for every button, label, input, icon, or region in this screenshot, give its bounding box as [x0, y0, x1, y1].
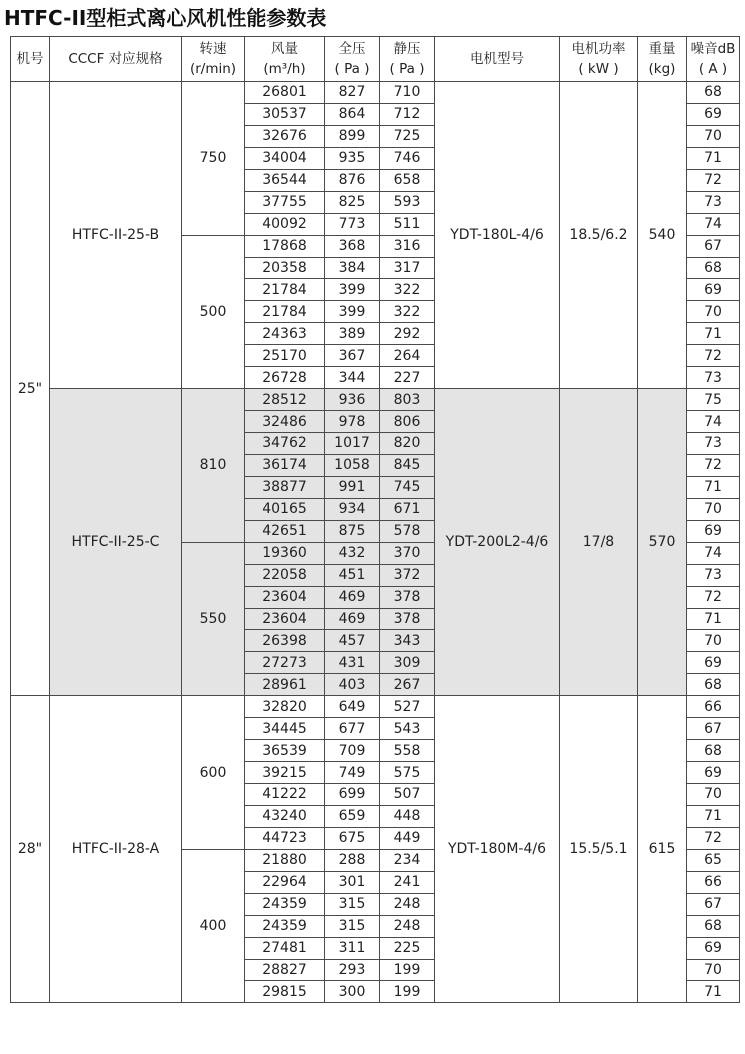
total-pressure-cell: 936 [325, 389, 380, 411]
airflow-cell: 32820 [245, 696, 325, 718]
static-pressure-cell: 227 [380, 367, 435, 389]
noise-cell: 66 [687, 871, 740, 893]
total-pressure-cell: 1017 [325, 433, 380, 455]
airflow-cell: 26398 [245, 630, 325, 652]
header-speed [182, 37, 245, 82]
static-pressure-cell: 241 [380, 871, 435, 893]
airflow-cell: 36539 [245, 740, 325, 762]
total-pressure-cell: 315 [325, 915, 380, 937]
static-pressure-cell: 264 [380, 345, 435, 367]
static-pressure-cell: 378 [380, 586, 435, 608]
noise-cell: 68 [687, 674, 740, 696]
total-pressure-cell: 875 [325, 520, 380, 542]
speed-cell: 600 [182, 696, 245, 850]
total-pressure-cell: 827 [325, 82, 380, 104]
total-pressure-cell: 469 [325, 608, 380, 630]
header-noise-label: 噪音dB [690, 41, 736, 57]
spec-cell: HTFC-II-28-A [50, 696, 182, 1003]
noise-cell: 73 [687, 564, 740, 586]
header-total-pressure-unit: ( Pa ) [334, 61, 370, 77]
static-pressure-cell: 449 [380, 827, 435, 849]
airflow-cell: 28961 [245, 674, 325, 696]
total-pressure-cell: 677 [325, 718, 380, 740]
noise-cell: 70 [687, 498, 740, 520]
airflow-cell: 22058 [245, 564, 325, 586]
noise-cell: 74 [687, 411, 740, 433]
header-static-pressure [380, 37, 435, 82]
motor-power-cell: 15.5/5.1 [560, 696, 638, 1003]
speed-cell: 500 [182, 235, 245, 389]
total-pressure-cell: 301 [325, 871, 380, 893]
airflow-cell: 41222 [245, 784, 325, 806]
total-pressure-cell: 675 [325, 827, 380, 849]
total-pressure-cell: 431 [325, 652, 380, 674]
header-noise [687, 37, 740, 82]
airflow-cell: 17868 [245, 235, 325, 257]
noise-cell: 72 [687, 827, 740, 849]
header-row [11, 37, 740, 82]
airflow-cell: 21784 [245, 301, 325, 323]
static-pressure-cell: 199 [380, 959, 435, 981]
airflow-cell: 28827 [245, 959, 325, 981]
noise-cell: 73 [687, 191, 740, 213]
noise-cell: 71 [687, 805, 740, 827]
noise-cell: 70 [687, 125, 740, 147]
header-airflow-unit: (m³/h) [263, 61, 306, 77]
airflow-cell: 40165 [245, 498, 325, 520]
airflow-cell: 27273 [245, 652, 325, 674]
airflow-cell: 24359 [245, 893, 325, 915]
static-pressure-cell: 343 [380, 630, 435, 652]
static-pressure-cell: 317 [380, 257, 435, 279]
motor-model-cell: YDT-180M-4/6 [435, 696, 560, 1003]
noise-cell: 69 [687, 762, 740, 784]
speed-cell: 400 [182, 849, 245, 1003]
table-row [11, 696, 740, 718]
noise-cell: 70 [687, 301, 740, 323]
total-pressure-cell: 1058 [325, 454, 380, 476]
airflow-cell: 28512 [245, 389, 325, 411]
static-pressure-cell: 593 [380, 191, 435, 213]
static-pressure-cell: 820 [380, 433, 435, 455]
airflow-cell: 26728 [245, 367, 325, 389]
airflow-cell: 29815 [245, 981, 325, 1003]
header-spec: CCCF 对应规格 [50, 37, 182, 82]
airflow-cell: 39215 [245, 762, 325, 784]
header-motor-power [560, 37, 638, 82]
airflow-cell: 36174 [245, 454, 325, 476]
header-total-pressure [325, 37, 380, 82]
table-row [11, 389, 740, 411]
total-pressure-cell: 288 [325, 849, 380, 871]
total-pressure-cell: 978 [325, 411, 380, 433]
airflow-cell: 32676 [245, 125, 325, 147]
header-total-pressure-label: 全压 [338, 41, 366, 57]
total-pressure-cell: 659 [325, 805, 380, 827]
total-pressure-cell: 773 [325, 213, 380, 235]
airflow-cell: 36544 [245, 169, 325, 191]
header-weight-label: 重量 [648, 41, 676, 57]
noise-cell: 70 [687, 784, 740, 806]
total-pressure-cell: 315 [325, 893, 380, 915]
noise-cell: 70 [687, 959, 740, 981]
airflow-cell: 42651 [245, 520, 325, 542]
machine-cell: 28" [11, 696, 50, 1003]
airflow-cell: 27481 [245, 937, 325, 959]
static-pressure-cell: 806 [380, 411, 435, 433]
static-pressure-cell: 225 [380, 937, 435, 959]
motor-power-cell: 18.5/6.2 [560, 82, 638, 389]
static-pressure-cell: 746 [380, 147, 435, 169]
motor-power-cell: 17/8 [560, 389, 638, 696]
total-pressure-cell: 344 [325, 367, 380, 389]
static-pressure-cell: 671 [380, 498, 435, 520]
total-pressure-cell: 935 [325, 147, 380, 169]
airflow-cell: 24359 [245, 915, 325, 937]
noise-cell: 68 [687, 915, 740, 937]
airflow-cell: 37755 [245, 191, 325, 213]
header-airflow [245, 37, 325, 82]
speed-cell: 810 [182, 389, 245, 543]
header-motor-power-label: 电机功率 [571, 41, 626, 57]
airflow-cell: 19360 [245, 542, 325, 564]
total-pressure-cell: 934 [325, 498, 380, 520]
static-pressure-cell: 578 [380, 520, 435, 542]
airflow-cell: 32486 [245, 411, 325, 433]
noise-cell: 69 [687, 937, 740, 959]
static-pressure-cell: 745 [380, 476, 435, 498]
static-pressure-cell: 845 [380, 454, 435, 476]
total-pressure-cell: 876 [325, 169, 380, 191]
static-pressure-cell: 248 [380, 893, 435, 915]
noise-cell: 71 [687, 147, 740, 169]
noise-cell: 71 [687, 608, 740, 630]
total-pressure-cell: 389 [325, 323, 380, 345]
machine-cell: 25" [11, 82, 50, 696]
static-pressure-cell: 199 [380, 981, 435, 1003]
noise-cell: 69 [687, 103, 740, 125]
airflow-cell: 23604 [245, 608, 325, 630]
static-pressure-cell: 575 [380, 762, 435, 784]
weight-cell: 570 [638, 389, 687, 696]
airflow-cell: 34004 [245, 147, 325, 169]
static-pressure-cell: 527 [380, 696, 435, 718]
static-pressure-cell: 710 [380, 82, 435, 104]
noise-cell: 73 [687, 367, 740, 389]
header-noise-unit: ( A ) [698, 61, 728, 77]
page-title: HTFC-II型柜式离心风机性能参数表 [4, 6, 327, 30]
airflow-cell: 44723 [245, 827, 325, 849]
airflow-cell: 30537 [245, 103, 325, 125]
total-pressure-cell: 749 [325, 762, 380, 784]
static-pressure-cell: 378 [380, 608, 435, 630]
total-pressure-cell: 649 [325, 696, 380, 718]
total-pressure-cell: 399 [325, 279, 380, 301]
static-pressure-cell: 803 [380, 389, 435, 411]
noise-cell: 69 [687, 279, 740, 301]
airflow-cell: 38877 [245, 476, 325, 498]
noise-cell: 71 [687, 981, 740, 1003]
total-pressure-cell: 384 [325, 257, 380, 279]
noise-cell: 67 [687, 718, 740, 740]
spec-cell: HTFC-II-25-B [50, 82, 182, 389]
total-pressure-cell: 825 [325, 191, 380, 213]
total-pressure-cell: 399 [325, 301, 380, 323]
total-pressure-cell: 368 [325, 235, 380, 257]
total-pressure-cell: 451 [325, 564, 380, 586]
static-pressure-cell: 543 [380, 718, 435, 740]
static-pressure-cell: 372 [380, 564, 435, 586]
noise-cell: 74 [687, 213, 740, 235]
header-motor-model: 电机型号 [435, 37, 560, 82]
airflow-cell: 26801 [245, 82, 325, 104]
weight-cell: 540 [638, 82, 687, 389]
weight-cell: 615 [638, 696, 687, 1003]
motor-model-cell: YDT-200L2-4/6 [435, 389, 560, 696]
noise-cell: 71 [687, 323, 740, 345]
airflow-cell: 21880 [245, 849, 325, 871]
static-pressure-cell: 322 [380, 301, 435, 323]
static-pressure-cell: 322 [380, 279, 435, 301]
airflow-cell: 40092 [245, 213, 325, 235]
noise-cell: 68 [687, 82, 740, 104]
airflow-cell: 20358 [245, 257, 325, 279]
static-pressure-cell: 712 [380, 103, 435, 125]
airflow-cell: 34762 [245, 433, 325, 455]
static-pressure-cell: 725 [380, 125, 435, 147]
noise-cell: 73 [687, 433, 740, 455]
header-weight [638, 37, 687, 82]
noise-cell: 67 [687, 893, 740, 915]
header-static-pressure-label: 静压 [393, 41, 421, 57]
static-pressure-cell: 309 [380, 652, 435, 674]
noise-cell: 74 [687, 542, 740, 564]
noise-cell: 65 [687, 849, 740, 871]
total-pressure-cell: 991 [325, 476, 380, 498]
noise-cell: 75 [687, 389, 740, 411]
static-pressure-cell: 558 [380, 740, 435, 762]
total-pressure-cell: 709 [325, 740, 380, 762]
noise-cell: 72 [687, 586, 740, 608]
total-pressure-cell: 432 [325, 542, 380, 564]
noise-cell: 66 [687, 696, 740, 718]
noise-cell: 70 [687, 630, 740, 652]
airflow-cell: 34445 [245, 718, 325, 740]
noise-cell: 68 [687, 257, 740, 279]
airflow-cell: 23604 [245, 586, 325, 608]
header-speed-label: 转速 [199, 41, 227, 57]
static-pressure-cell: 292 [380, 323, 435, 345]
noise-cell: 69 [687, 520, 740, 542]
speed-cell: 550 [182, 542, 245, 696]
header-machine: 机号 [11, 37, 50, 82]
total-pressure-cell: 403 [325, 674, 380, 696]
noise-cell: 71 [687, 476, 740, 498]
airflow-cell: 21784 [245, 279, 325, 301]
static-pressure-cell: 370 [380, 542, 435, 564]
static-pressure-cell: 658 [380, 169, 435, 191]
noise-cell: 69 [687, 652, 740, 674]
header-speed-unit: (r/min) [189, 61, 237, 77]
total-pressure-cell: 469 [325, 586, 380, 608]
static-pressure-cell: 507 [380, 784, 435, 806]
static-pressure-cell: 248 [380, 915, 435, 937]
airflow-cell: 22964 [245, 871, 325, 893]
static-pressure-cell: 316 [380, 235, 435, 257]
airflow-cell: 25170 [245, 345, 325, 367]
header-static-pressure-unit: ( Pa ) [389, 61, 425, 77]
noise-cell: 72 [687, 169, 740, 191]
table-row [11, 82, 740, 104]
static-pressure-cell: 234 [380, 849, 435, 871]
header-motor-power-unit: ( kW ) [578, 61, 619, 77]
total-pressure-cell: 699 [325, 784, 380, 806]
performance-table [10, 36, 740, 1003]
motor-model-cell: YDT-180L-4/6 [435, 82, 560, 389]
airflow-cell: 24363 [245, 323, 325, 345]
noise-cell: 72 [687, 345, 740, 367]
noise-cell: 67 [687, 235, 740, 257]
spec-cell: HTFC-II-25-C [50, 389, 182, 696]
airflow-cell: 43240 [245, 805, 325, 827]
static-pressure-cell: 267 [380, 674, 435, 696]
static-pressure-cell: 448 [380, 805, 435, 827]
total-pressure-cell: 311 [325, 937, 380, 959]
total-pressure-cell: 367 [325, 345, 380, 367]
header-weight-unit: (kg) [648, 61, 676, 77]
total-pressure-cell: 899 [325, 125, 380, 147]
total-pressure-cell: 457 [325, 630, 380, 652]
total-pressure-cell: 300 [325, 981, 380, 1003]
total-pressure-cell: 293 [325, 959, 380, 981]
static-pressure-cell: 511 [380, 213, 435, 235]
noise-cell: 68 [687, 740, 740, 762]
total-pressure-cell: 864 [325, 103, 380, 125]
noise-cell: 72 [687, 454, 740, 476]
header-airflow-label: 风量 [271, 41, 298, 57]
speed-cell: 750 [182, 82, 245, 236]
